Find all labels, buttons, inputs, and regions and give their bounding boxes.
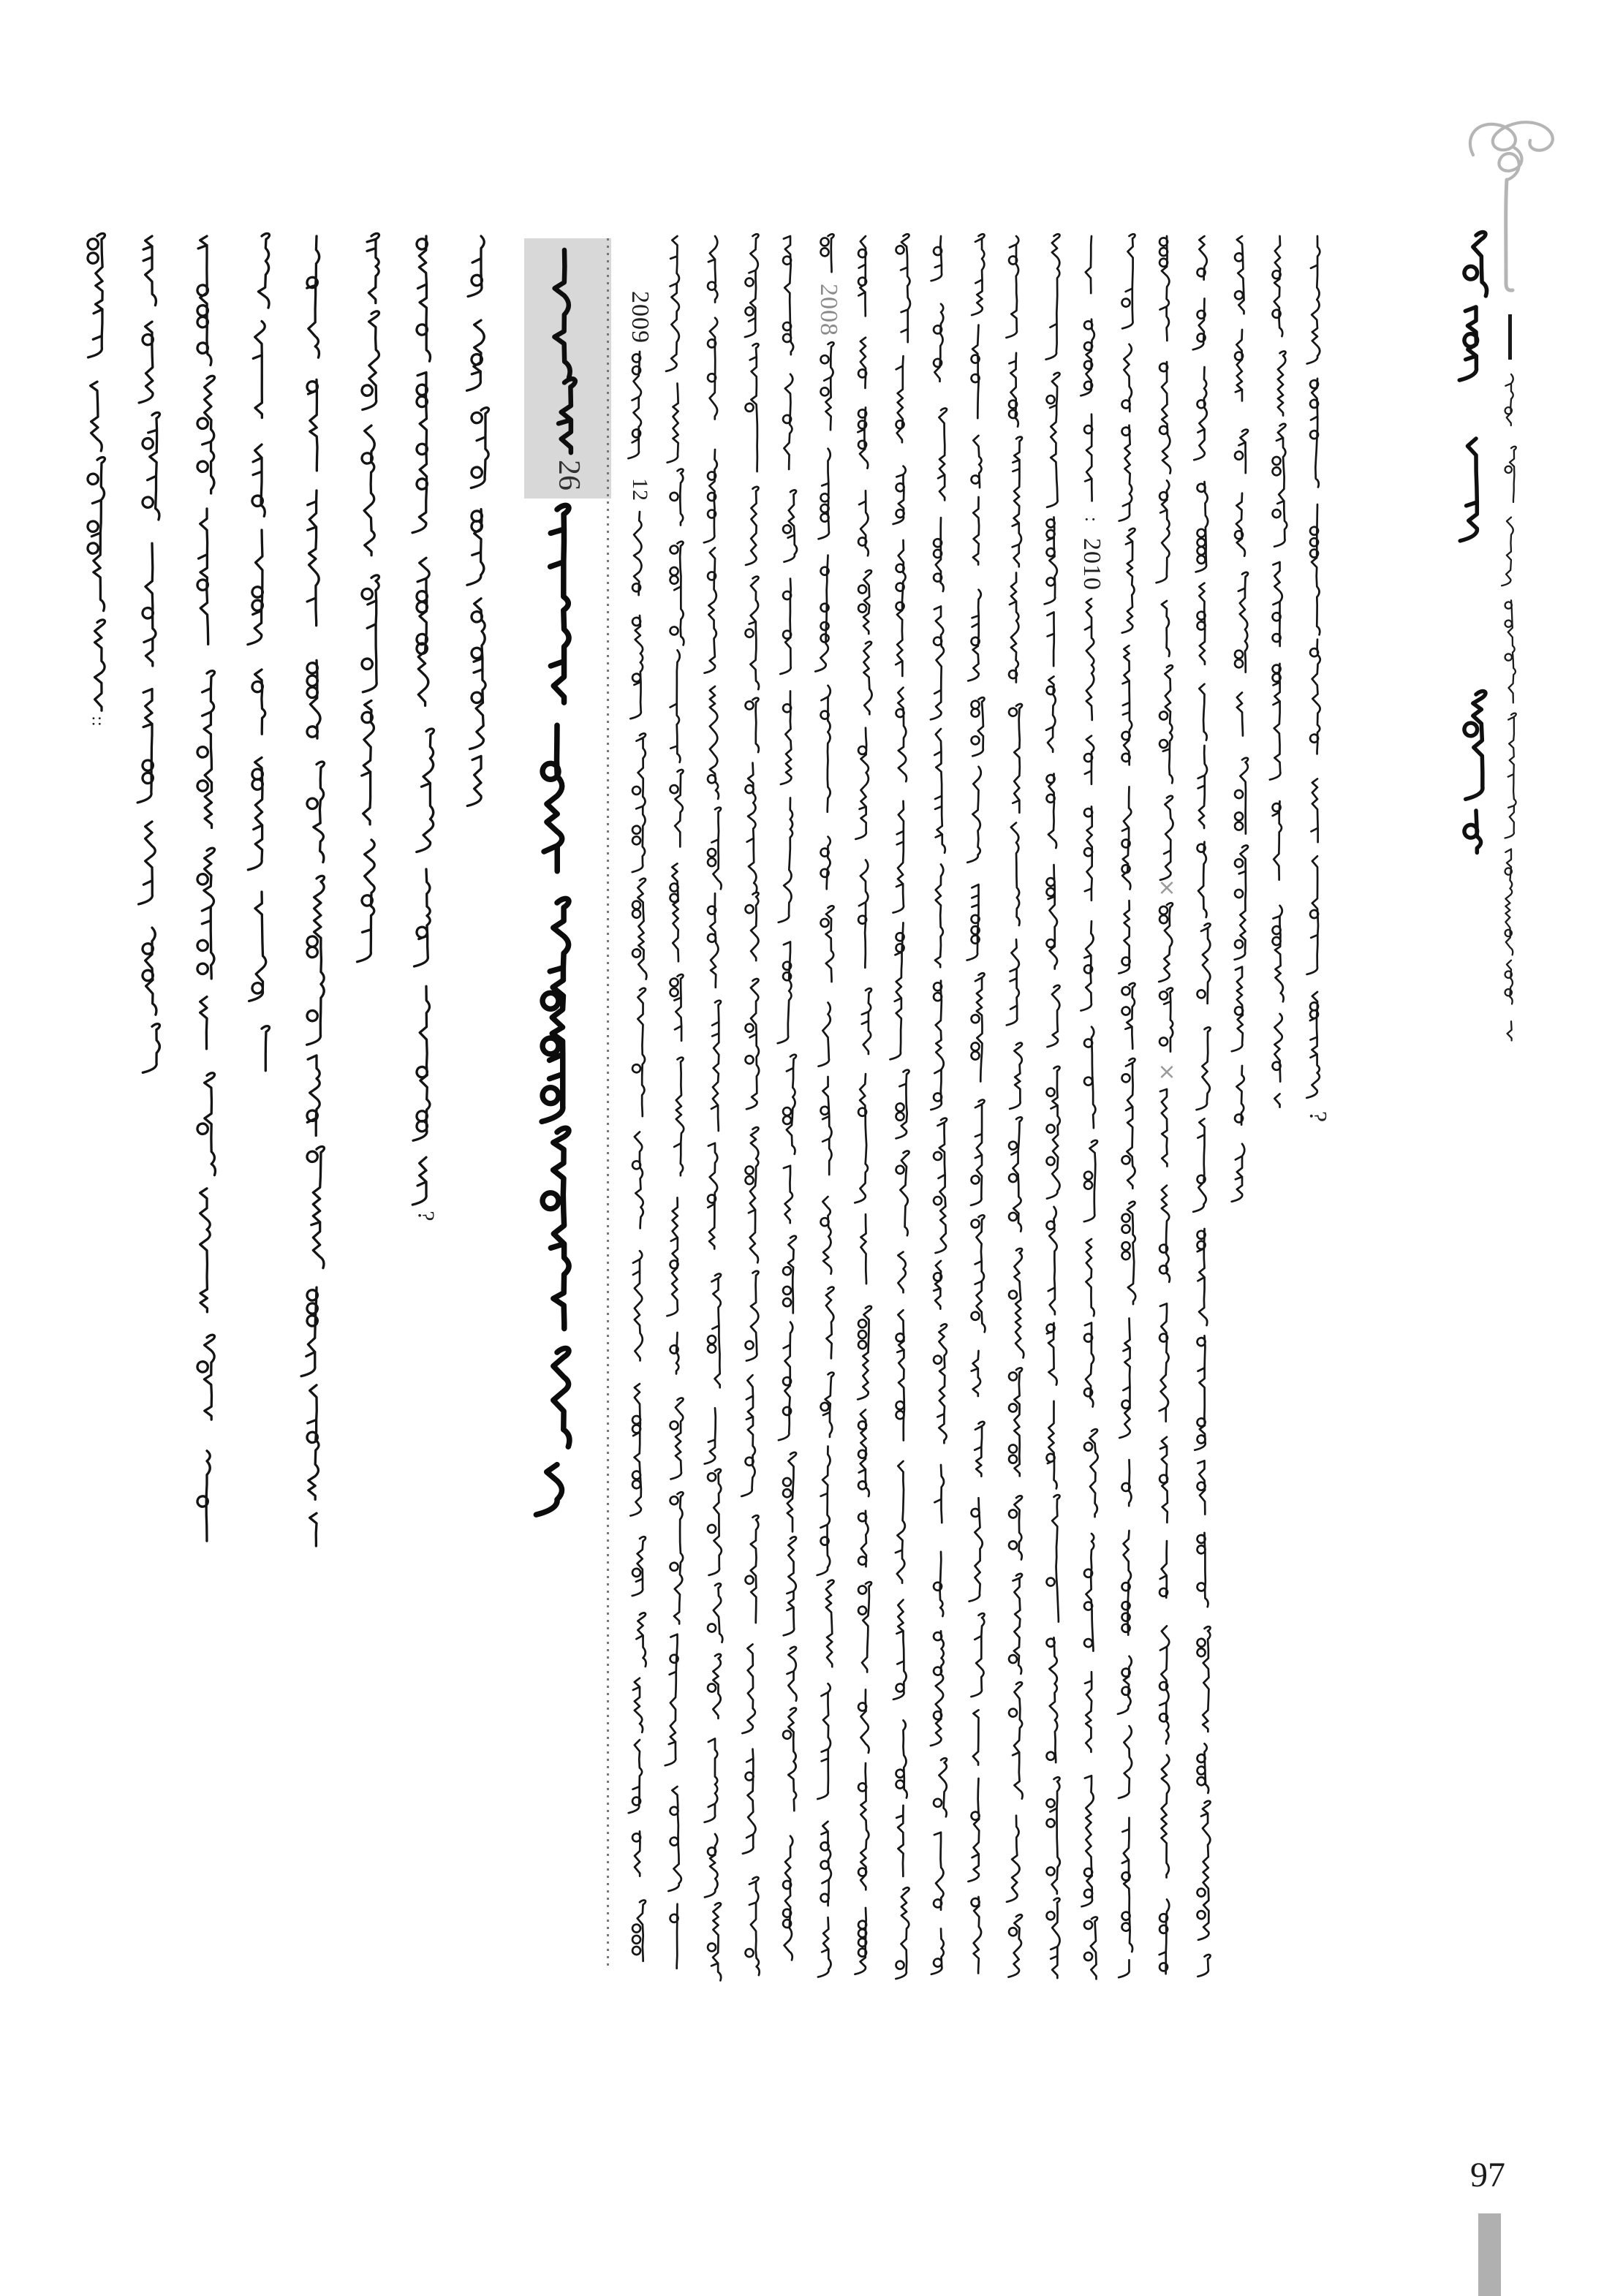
multiplication-mark: × [1154,878,1180,898]
multiplication-mark: × [1154,1062,1180,1083]
numeral-token: 12 [628,478,652,501]
numeral-token: 2008 [814,284,842,336]
punctuation-token: ? [413,1210,440,1222]
numeral-token: 2010 [1078,538,1105,591]
numeral-token: 2009 [627,291,654,344]
punctuation-token: : [1081,516,1102,523]
punctuation-token: ? [1304,1110,1331,1124]
punctuation-token: :: [88,716,107,727]
page-number: 97 [1470,2156,1505,2194]
spine-bar [1478,2213,1501,2296]
section-number: 26 [552,460,586,490]
